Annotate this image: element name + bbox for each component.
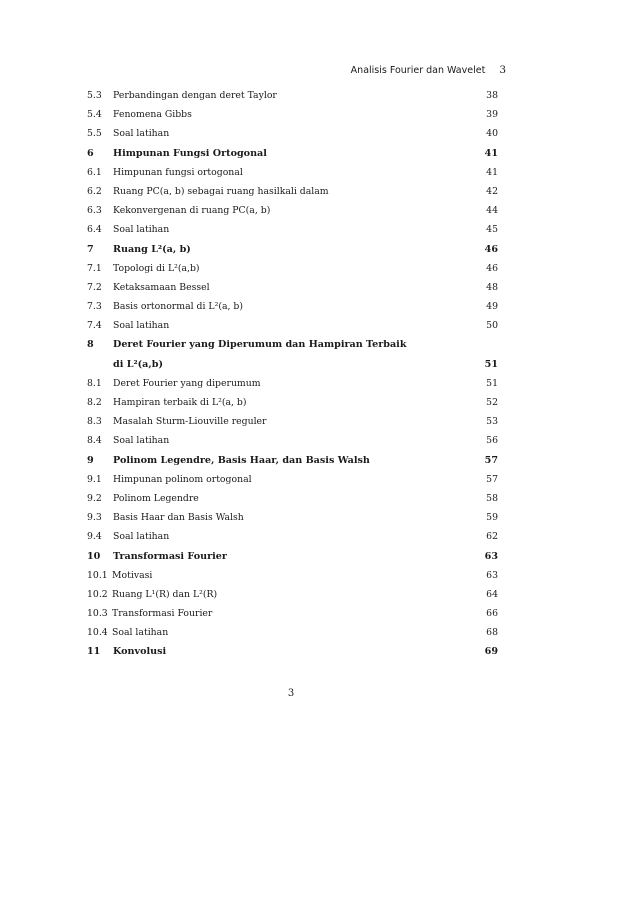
toc-row[interactable] bbox=[87, 109, 498, 128]
toc-page: 64 bbox=[486, 588, 498, 600]
toc-page: 46 bbox=[486, 262, 498, 274]
toc-row[interactable] bbox=[87, 627, 498, 646]
toc-page: 42 bbox=[486, 185, 498, 197]
toc-title: Soal latihan bbox=[113, 224, 170, 236]
toc-row[interactable] bbox=[87, 263, 498, 282]
toc-page: 45 bbox=[486, 224, 498, 236]
toc-page: 57 bbox=[484, 454, 498, 466]
toc-page: 38 bbox=[486, 90, 498, 101]
toc-title: Ruang PC(a, b) sebagai ruang hasilkali dalam bbox=[113, 185, 329, 197]
toc-title: Soal latihan bbox=[113, 320, 170, 332]
toc-page: 68 bbox=[486, 627, 498, 639]
toc-title: Transformasi Fourier bbox=[113, 550, 227, 562]
header-page-number: 3 bbox=[499, 64, 506, 76]
toc-row[interactable] bbox=[87, 301, 498, 320]
running-header bbox=[300, 64, 506, 80]
toc-title: Deret Fourier yang diperumum bbox=[113, 377, 261, 389]
toc-title: Soal latihan bbox=[113, 531, 170, 543]
toc-title: Ruang L¹(R) dan L²(R) bbox=[112, 588, 218, 600]
toc-page: 63 bbox=[484, 550, 498, 562]
toc-number: 8.2 bbox=[87, 397, 102, 408]
header-title: Analisis Fourier dan Wavelet bbox=[350, 65, 486, 76]
toc-title: Himpunan Fungsi Ortogonal bbox=[113, 147, 267, 159]
toc-page: 56 bbox=[486, 435, 498, 447]
toc-row[interactable] bbox=[87, 416, 498, 435]
toc-title: Basis ortonormal di L²(a, b) bbox=[113, 301, 243, 313]
toc-number: 7.2 bbox=[87, 281, 102, 293]
toc-page: 46 bbox=[484, 243, 498, 255]
toc-number: 5.3 bbox=[87, 90, 102, 101]
toc-page: 39 bbox=[486, 109, 498, 121]
toc-number: 9.4 bbox=[87, 531, 102, 543]
toc-row[interactable] bbox=[87, 512, 498, 531]
toc-row[interactable] bbox=[87, 608, 498, 627]
toc-page: 49 bbox=[486, 301, 498, 313]
toc-title: Polinom Legendre, Basis Haar, dan Basis Walsh bbox=[113, 454, 370, 466]
toc-number: 8.4 bbox=[87, 435, 102, 447]
toc-row[interactable] bbox=[87, 205, 498, 224]
toc-number: 8 bbox=[87, 339, 94, 351]
footer-page-number: 3 bbox=[287, 688, 295, 699]
toc-row[interactable] bbox=[87, 282, 498, 301]
toc-row[interactable] bbox=[87, 435, 498, 454]
toc-number: 7.4 bbox=[87, 320, 102, 332]
toc-page: 57 bbox=[486, 473, 498, 485]
toc-number: 7.3 bbox=[87, 301, 102, 313]
toc-row[interactable] bbox=[87, 90, 498, 109]
toc-number: 11 bbox=[87, 646, 101, 658]
toc-number: 5.4 bbox=[87, 109, 102, 121]
toc-title: Motivasi bbox=[112, 569, 153, 581]
toc-page: 66 bbox=[486, 608, 498, 620]
toc-number: 6.3 bbox=[87, 205, 102, 217]
toc-row[interactable] bbox=[87, 167, 498, 186]
toc-title: Ketaksamaan Bessel bbox=[113, 281, 210, 293]
toc-row[interactable] bbox=[87, 531, 498, 550]
toc-row[interactable] bbox=[87, 589, 498, 608]
toc-chapter-continuation-row[interactable] bbox=[87, 359, 498, 378]
toc-title: Hampiran terbaik di L²(a, b) bbox=[113, 397, 247, 408]
toc-number: 9 bbox=[87, 454, 94, 466]
toc-number: 9.3 bbox=[87, 512, 102, 524]
toc-number: 10.4 bbox=[87, 627, 108, 639]
toc-title: Soal latihan bbox=[113, 435, 170, 447]
toc-title: Fenomena Gibbs bbox=[113, 109, 192, 121]
toc-number: 10.1 bbox=[87, 569, 108, 581]
toc-chapter-row[interactable] bbox=[87, 646, 498, 665]
toc-row[interactable] bbox=[87, 493, 498, 512]
toc-page: 41 bbox=[484, 147, 498, 159]
toc-number: 6 bbox=[87, 147, 94, 159]
toc-row[interactable] bbox=[87, 186, 498, 205]
toc-title: Masalah Sturm-Liouville reguler bbox=[113, 416, 267, 428]
toc-row[interactable] bbox=[87, 378, 498, 397]
toc-row[interactable] bbox=[87, 397, 498, 416]
toc-page: 69 bbox=[484, 646, 498, 658]
toc-page: 44 bbox=[486, 205, 498, 217]
toc-page: 62 bbox=[486, 531, 498, 543]
toc-number: 6.2 bbox=[87, 185, 102, 197]
toc-number: 7.1 bbox=[87, 262, 102, 274]
toc-row[interactable] bbox=[87, 320, 498, 339]
toc-number: 10 bbox=[87, 550, 101, 562]
toc-page: 52 bbox=[486, 397, 498, 408]
toc-title: Himpunan fungsi ortogonal bbox=[113, 166, 243, 178]
toc-number: 9.1 bbox=[87, 473, 102, 485]
toc-number: 8.3 bbox=[87, 416, 102, 428]
toc-title: Deret Fourier yang Diperumum dan Hampiran Terbaik bbox=[113, 339, 407, 351]
toc-page: 63 bbox=[486, 569, 498, 581]
toc-number: 10.3 bbox=[87, 608, 108, 620]
toc-title: Soal latihan bbox=[112, 627, 169, 639]
table-of-contents bbox=[87, 90, 498, 666]
toc-page: 41 bbox=[486, 166, 498, 178]
toc-page: 51 bbox=[486, 377, 498, 389]
toc-number: 7 bbox=[87, 243, 94, 255]
toc-row[interactable] bbox=[87, 570, 498, 589]
toc-title: Soal latihan bbox=[113, 128, 170, 140]
toc-number: 10.2 bbox=[87, 588, 108, 600]
toc-title: Basis Haar dan Basis Walsh bbox=[113, 512, 244, 524]
toc-page: 48 bbox=[486, 281, 498, 293]
toc-title: Perbandingan dengan deret Taylor bbox=[113, 90, 277, 101]
toc-title: Polinom Legendre bbox=[113, 492, 199, 504]
toc-page: 59 bbox=[486, 512, 498, 524]
toc-title: di L²(a,b) bbox=[113, 358, 163, 370]
toc-title: Himpunan polinom ortogonal bbox=[113, 473, 252, 485]
toc-page: 58 bbox=[486, 492, 498, 504]
toc-row[interactable] bbox=[87, 224, 498, 243]
toc-number: 8.1 bbox=[87, 377, 102, 389]
toc-chapter-row[interactable] bbox=[87, 244, 498, 263]
toc-row[interactable] bbox=[87, 474, 498, 493]
toc-number: 6.1 bbox=[87, 166, 102, 178]
toc-number: 5.5 bbox=[87, 128, 102, 140]
toc-title: Topologi di L²(a,b) bbox=[113, 262, 200, 274]
toc-title: Ruang L²(a, b) bbox=[113, 243, 191, 255]
toc-page: 50 bbox=[486, 320, 498, 332]
toc-chapter-row[interactable] bbox=[87, 551, 498, 570]
toc-title: Transformasi Fourier bbox=[112, 608, 213, 620]
toc-page: 53 bbox=[486, 416, 498, 428]
toc-number: 6.4 bbox=[87, 224, 102, 236]
toc-page: 40 bbox=[486, 128, 498, 140]
toc-chapter-row[interactable] bbox=[87, 339, 498, 358]
toc-page: 51 bbox=[484, 358, 498, 370]
toc-title: Konvolusi bbox=[113, 646, 167, 658]
toc-chapter-row[interactable] bbox=[87, 455, 498, 474]
toc-row[interactable] bbox=[87, 128, 498, 147]
toc-number: 9.2 bbox=[87, 492, 102, 504]
toc-chapter-row[interactable] bbox=[87, 148, 498, 167]
toc-title: Kekonvergenan di ruang PC(a, b) bbox=[113, 205, 271, 217]
